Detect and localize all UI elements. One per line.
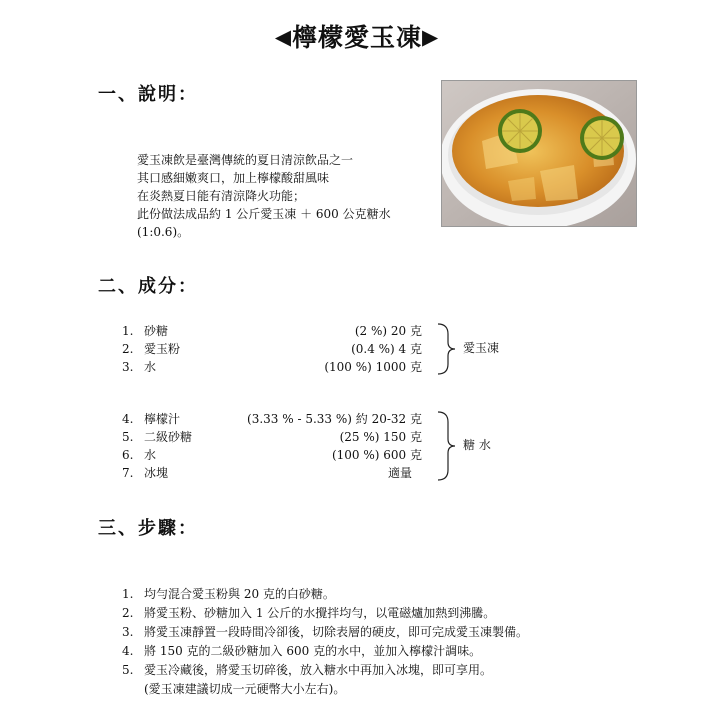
ingredient-row xyxy=(122,428,422,446)
description-line: 在炎熱夏日能有清涼降火功能； xyxy=(137,189,306,203)
step-item xyxy=(122,604,528,623)
ingredient-number: 7. xyxy=(122,466,134,480)
step-text: 均勻混合愛玉粉與 20 克的白砂糖。 xyxy=(144,587,335,601)
dessert-photo xyxy=(441,80,637,227)
section-heading-description: 一、說明： xyxy=(98,84,198,105)
ingredient-name: 檸檬汁 xyxy=(144,412,181,426)
ingredient-group-syrup xyxy=(122,410,422,482)
step-number: 2. xyxy=(122,606,134,620)
section-heading-steps: 三、步驟： xyxy=(98,518,198,539)
ingredient-group-aiyu-jelly xyxy=(122,322,422,376)
step-number: 4. xyxy=(122,644,134,658)
step-number: 3. xyxy=(122,625,134,639)
ingredient-name: 砂糖 xyxy=(144,324,169,338)
step-note: (愛玉凍建議切成一元硬幣大小左右)。 xyxy=(144,682,346,696)
ingredient-name: 愛玉粉 xyxy=(144,342,181,356)
ingredient-amount: (2 %) 20 克 xyxy=(354,324,422,338)
ingredient-row xyxy=(122,358,422,376)
ingredient-amount: (100 %) 600 克 xyxy=(331,448,422,462)
ingredient-group-label: 愛玉凍 xyxy=(463,341,500,355)
step-item xyxy=(122,661,528,680)
steps-list xyxy=(122,585,528,699)
ingredient-number: 2. xyxy=(122,342,134,356)
description-line: 愛玉凍飲是臺灣傳統的夏日清涼飲品之一 xyxy=(137,153,354,167)
ingredient-name: 水 xyxy=(144,448,157,462)
step-item xyxy=(122,642,528,661)
ingredient-amount: 適量 xyxy=(387,466,412,480)
brace-icon xyxy=(436,410,458,482)
ingredient-number: 4. xyxy=(122,412,134,426)
page-title xyxy=(0,18,714,54)
ingredient-row xyxy=(122,446,422,464)
step-number: 1. xyxy=(122,587,134,601)
step-text: 將 150 克的二級砂糖加入 600 克的水中，並加入檸檬汁調味。 xyxy=(144,644,482,658)
ingredient-row xyxy=(122,322,422,340)
description-line: 此份做法成品約 1 公斤愛玉凍 ＋ 600 公克糖水 xyxy=(137,207,391,221)
left-arrow-icon: ◀ xyxy=(274,24,292,49)
ingredient-row xyxy=(122,410,422,428)
ingredient-row xyxy=(122,464,422,482)
ingredient-number: 6. xyxy=(122,448,134,462)
ingredient-amount: (0.4 %) 4 克 xyxy=(351,342,422,356)
step-text: 將愛玉凍靜置一段時間冷卻後，切除表層的硬皮，即可完成愛玉凍製備。 xyxy=(144,625,529,639)
ingredient-name: 冰塊 xyxy=(144,466,169,480)
description-line: 其口感細嫩爽口，加上檸檬酸甜風味 xyxy=(137,171,330,185)
ingredient-name: 二級砂糖 xyxy=(144,430,193,444)
step-item xyxy=(122,585,528,604)
ingredient-name: 水 xyxy=(144,360,157,374)
ingredient-amount: (25 %) 150 克 xyxy=(339,430,422,444)
step-item xyxy=(122,623,528,642)
description-paragraph xyxy=(137,151,391,241)
ingredient-row xyxy=(122,340,422,358)
brace-icon xyxy=(436,322,458,376)
ingredient-number: 1. xyxy=(122,324,134,338)
ingredient-group-label: 糖 水 xyxy=(463,438,491,452)
step-number: 5. xyxy=(122,663,134,677)
title-text: 檸檬愛玉凍 xyxy=(291,23,422,52)
dessert-photo-image xyxy=(442,81,636,226)
ingredient-number: 3. xyxy=(122,360,134,374)
ingredient-number: 5. xyxy=(122,430,134,444)
step-text: 愛玉冷藏後，將愛玉切碎後，放入糖水中再加入冰塊，即可享用。 xyxy=(144,663,493,677)
description-line: (1:0.6)。 xyxy=(137,225,190,239)
ingredient-amount: (100 %) 1000 克 xyxy=(324,360,422,374)
step-text: 將愛玉粉、砂糖加入 1 公斤的水攪拌均勻，以電磁爐加熱到沸騰。 xyxy=(144,606,496,620)
section-heading-ingredients: 二、成分： xyxy=(98,276,198,297)
ingredient-amount: (3.33 % - 5.33 %) 約 20-32 克 xyxy=(247,412,422,426)
right-arrow-icon: ▶ xyxy=(422,24,440,49)
